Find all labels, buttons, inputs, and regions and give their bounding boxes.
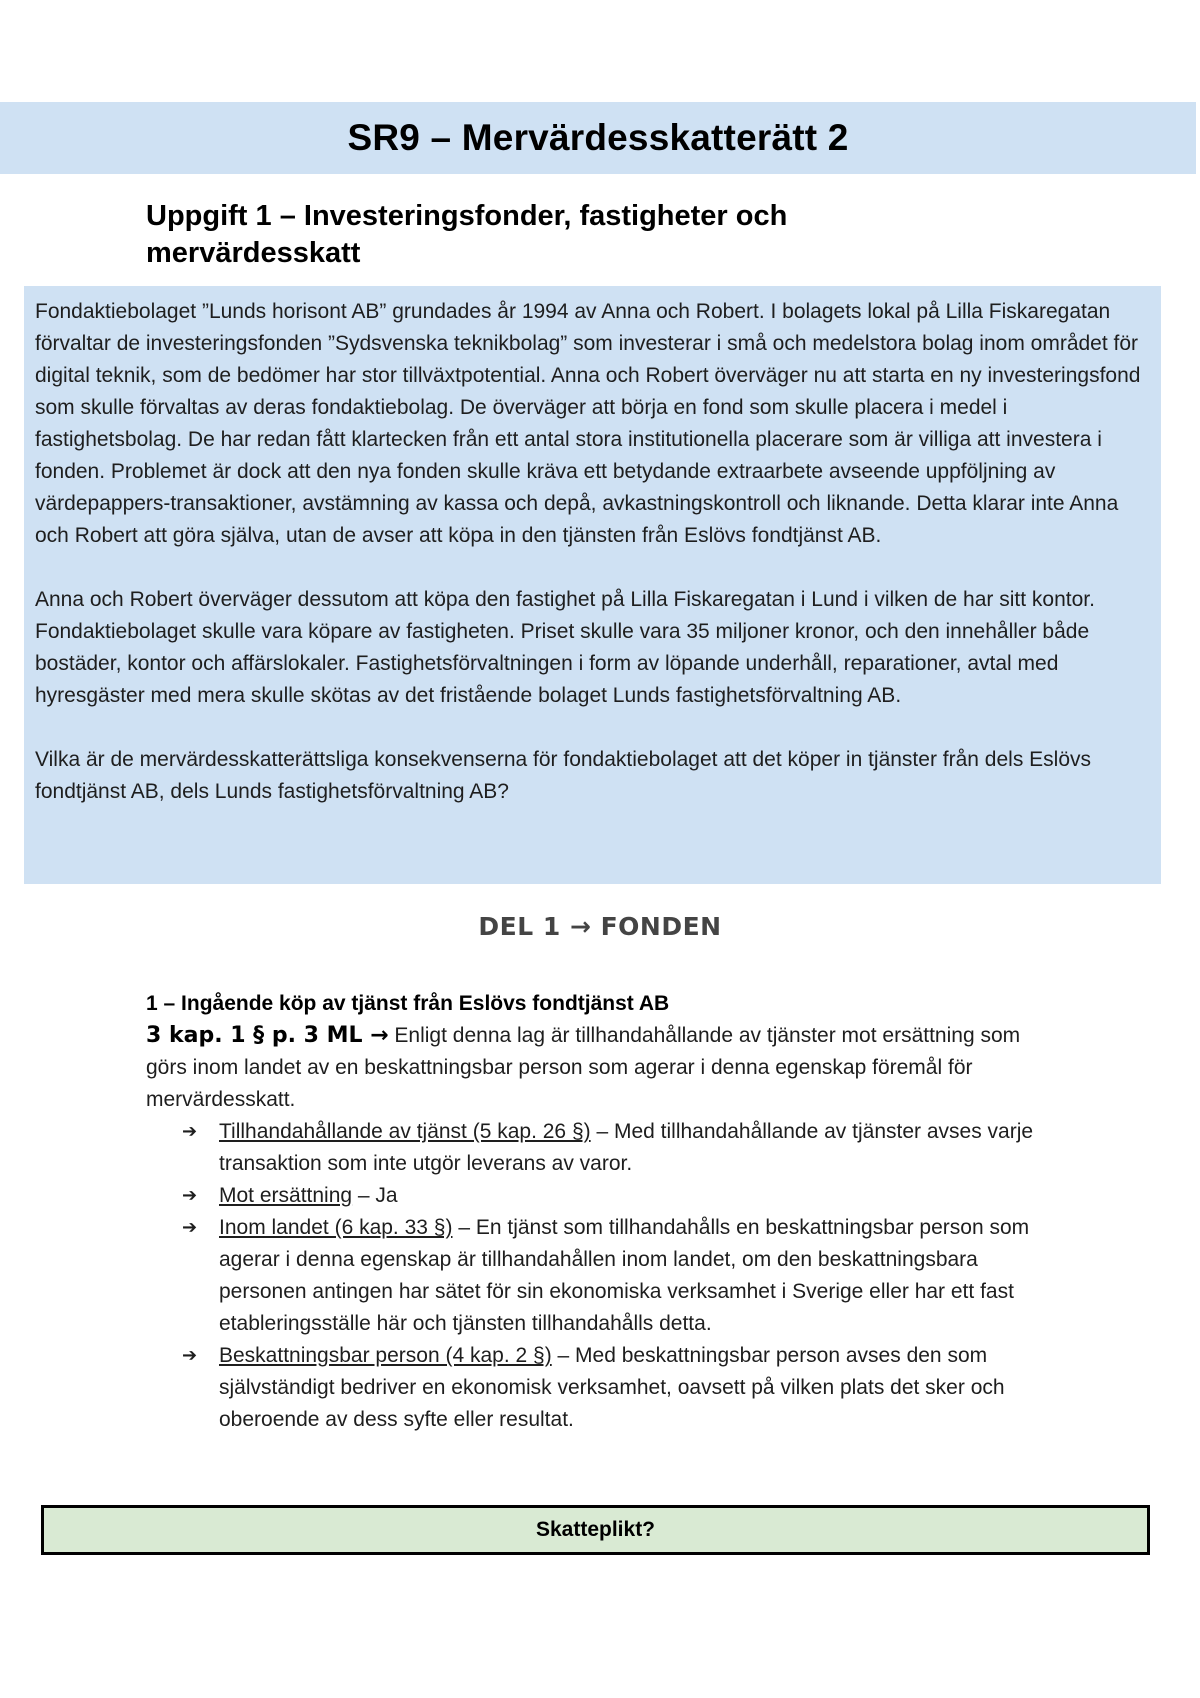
list-item <box>146 1180 1066 1212</box>
criterion-text: – En tjänst som tillhandahålls en beskattningsbar person som agerar i denna egenskap är tillhandahållen inom landet, om den beskattningsbara personen antingen har sätet för sin ekonomiska verksamhet i Sverige eller har ett fast etableringsställe här och tjänsten tillhandahålls detta. <box>219 1216 1030 1335</box>
criterion-term: Mot ersättning <box>219 1184 353 1207</box>
criterion-term: Tillhandahållande av tjänst (5 kap. 26 §) <box>219 1120 591 1143</box>
criteria-list <box>146 1116 1066 1436</box>
list-item <box>146 1340 1066 1436</box>
arrow-right-icon: ➔ <box>182 1185 198 1206</box>
case-description-box <box>24 286 1161 884</box>
arrow-right-icon: ➔ <box>182 1345 198 1366</box>
case-question: Vilka är de mervärdesskatterättsliga konsekvenserna för fondaktiebolaget att det köper in tjänster från dels Eslövs fondtjänst AB, dels Lunds fastighetsförvaltning AB? <box>35 748 1092 803</box>
criterion-text: – Med beskattningsbar person avses den som självständigt bedriver en ekonomisk verksamhet, oavsett på vilken plats det sker och oberoende av dess syfte eller resultat. <box>219 1344 1005 1431</box>
arrow-right-icon: ➔ <box>182 1217 198 1238</box>
tax-liability-box <box>41 1505 1150 1555</box>
case-paragraph: Anna och Robert överväger dessutom att köpa den fastighet på Lilla Fiskaregatan i Lund i vilken de har sitt kontor. Fondaktiebolaget skulle vara köpare av fastigheten. Priset skulle vara 35 miljoner kronor, och den innehåller både bostäder, kontor och affärslokaler. Fastighetsförvaltningen i form av löpande underhåll, reparationer, avtal med hyresgäster med mera skulle skötas av det fristående bolaget Lunds fastighetsförvaltning AB. <box>35 588 1095 707</box>
criterion-term: Inom landet (6 kap. 33 §) <box>219 1216 453 1239</box>
tax-liability-label: Skatteplikt? <box>535 1518 656 1541</box>
arrow-right-icon: ➔ <box>182 1121 198 1142</box>
law-text: Enligt denna lag är tillhandahållande av tjänster mot ersättning som görs inom landet av en beskattningsbar person som agerar i denna egenskap föremål för mervärdesskatt. <box>146 1024 1021 1111</box>
case-paragraph: Fondaktiebolaget ”Lunds horisont AB” grundades år 1994 av Anna och Robert. I bolagets lokal på Lilla Fiskaregatan förvaltar de investeringsfonden ”Sydsvenska teknikbolag” som investerar i små och medelstora bolag inom området för digital teknik, som de bedömer har stor tillväxtpotential. Anna och Robert överväger nu att starta en ny investeringsfond som skulle förvaltas av deras fondaktiebolag. De överväger att börja en fond som skulle placera i medel i fastighetsbolag. De har redan fått klartecken från ett antal stora institutionella placerare som är villiga att investera i fonden. Problemet är dock att den nya fonden skulle kräva ett betydande extraarbete avseende uppföljning av värdepappers-transaktioner, avstämning av kassa och depå, avkastningskontroll och liknande. Detta klarar inte Anna och Robert att göra själva, utan de avser att köpa in den tjänsten från Eslövs fondtjänst AB. <box>35 300 1141 547</box>
criterion-text: – Med tillhandahållande av tjänster avses varje transaktion som inte utgör leverans av varor. <box>219 1120 1034 1175</box>
list-item <box>146 1212 1066 1340</box>
section-title: DEL 1 → FONDEN <box>478 912 722 941</box>
law-reference: 3 kap. 1 § p. 3 ML → <box>146 1023 389 1048</box>
document-title: SR9 – Mervärdesskatterätt 2 <box>347 117 849 158</box>
criterion-text: – Ja <box>352 1184 398 1207</box>
criterion-term: Beskattningsbar person (4 kap. 2 §) <box>219 1344 552 1367</box>
list-item <box>146 1116 1066 1180</box>
analysis-subheading: 1 – Ingående köp av tjänst från Eslövs fondtjänst AB <box>146 992 670 1015</box>
analysis-section <box>146 988 1066 1436</box>
task-heading: Uppgift 1 – Investeringsfonder, fastigheter och mervärdesskatt <box>146 200 788 269</box>
title-band <box>0 102 1196 174</box>
law-paragraph <box>146 1020 1066 1116</box>
